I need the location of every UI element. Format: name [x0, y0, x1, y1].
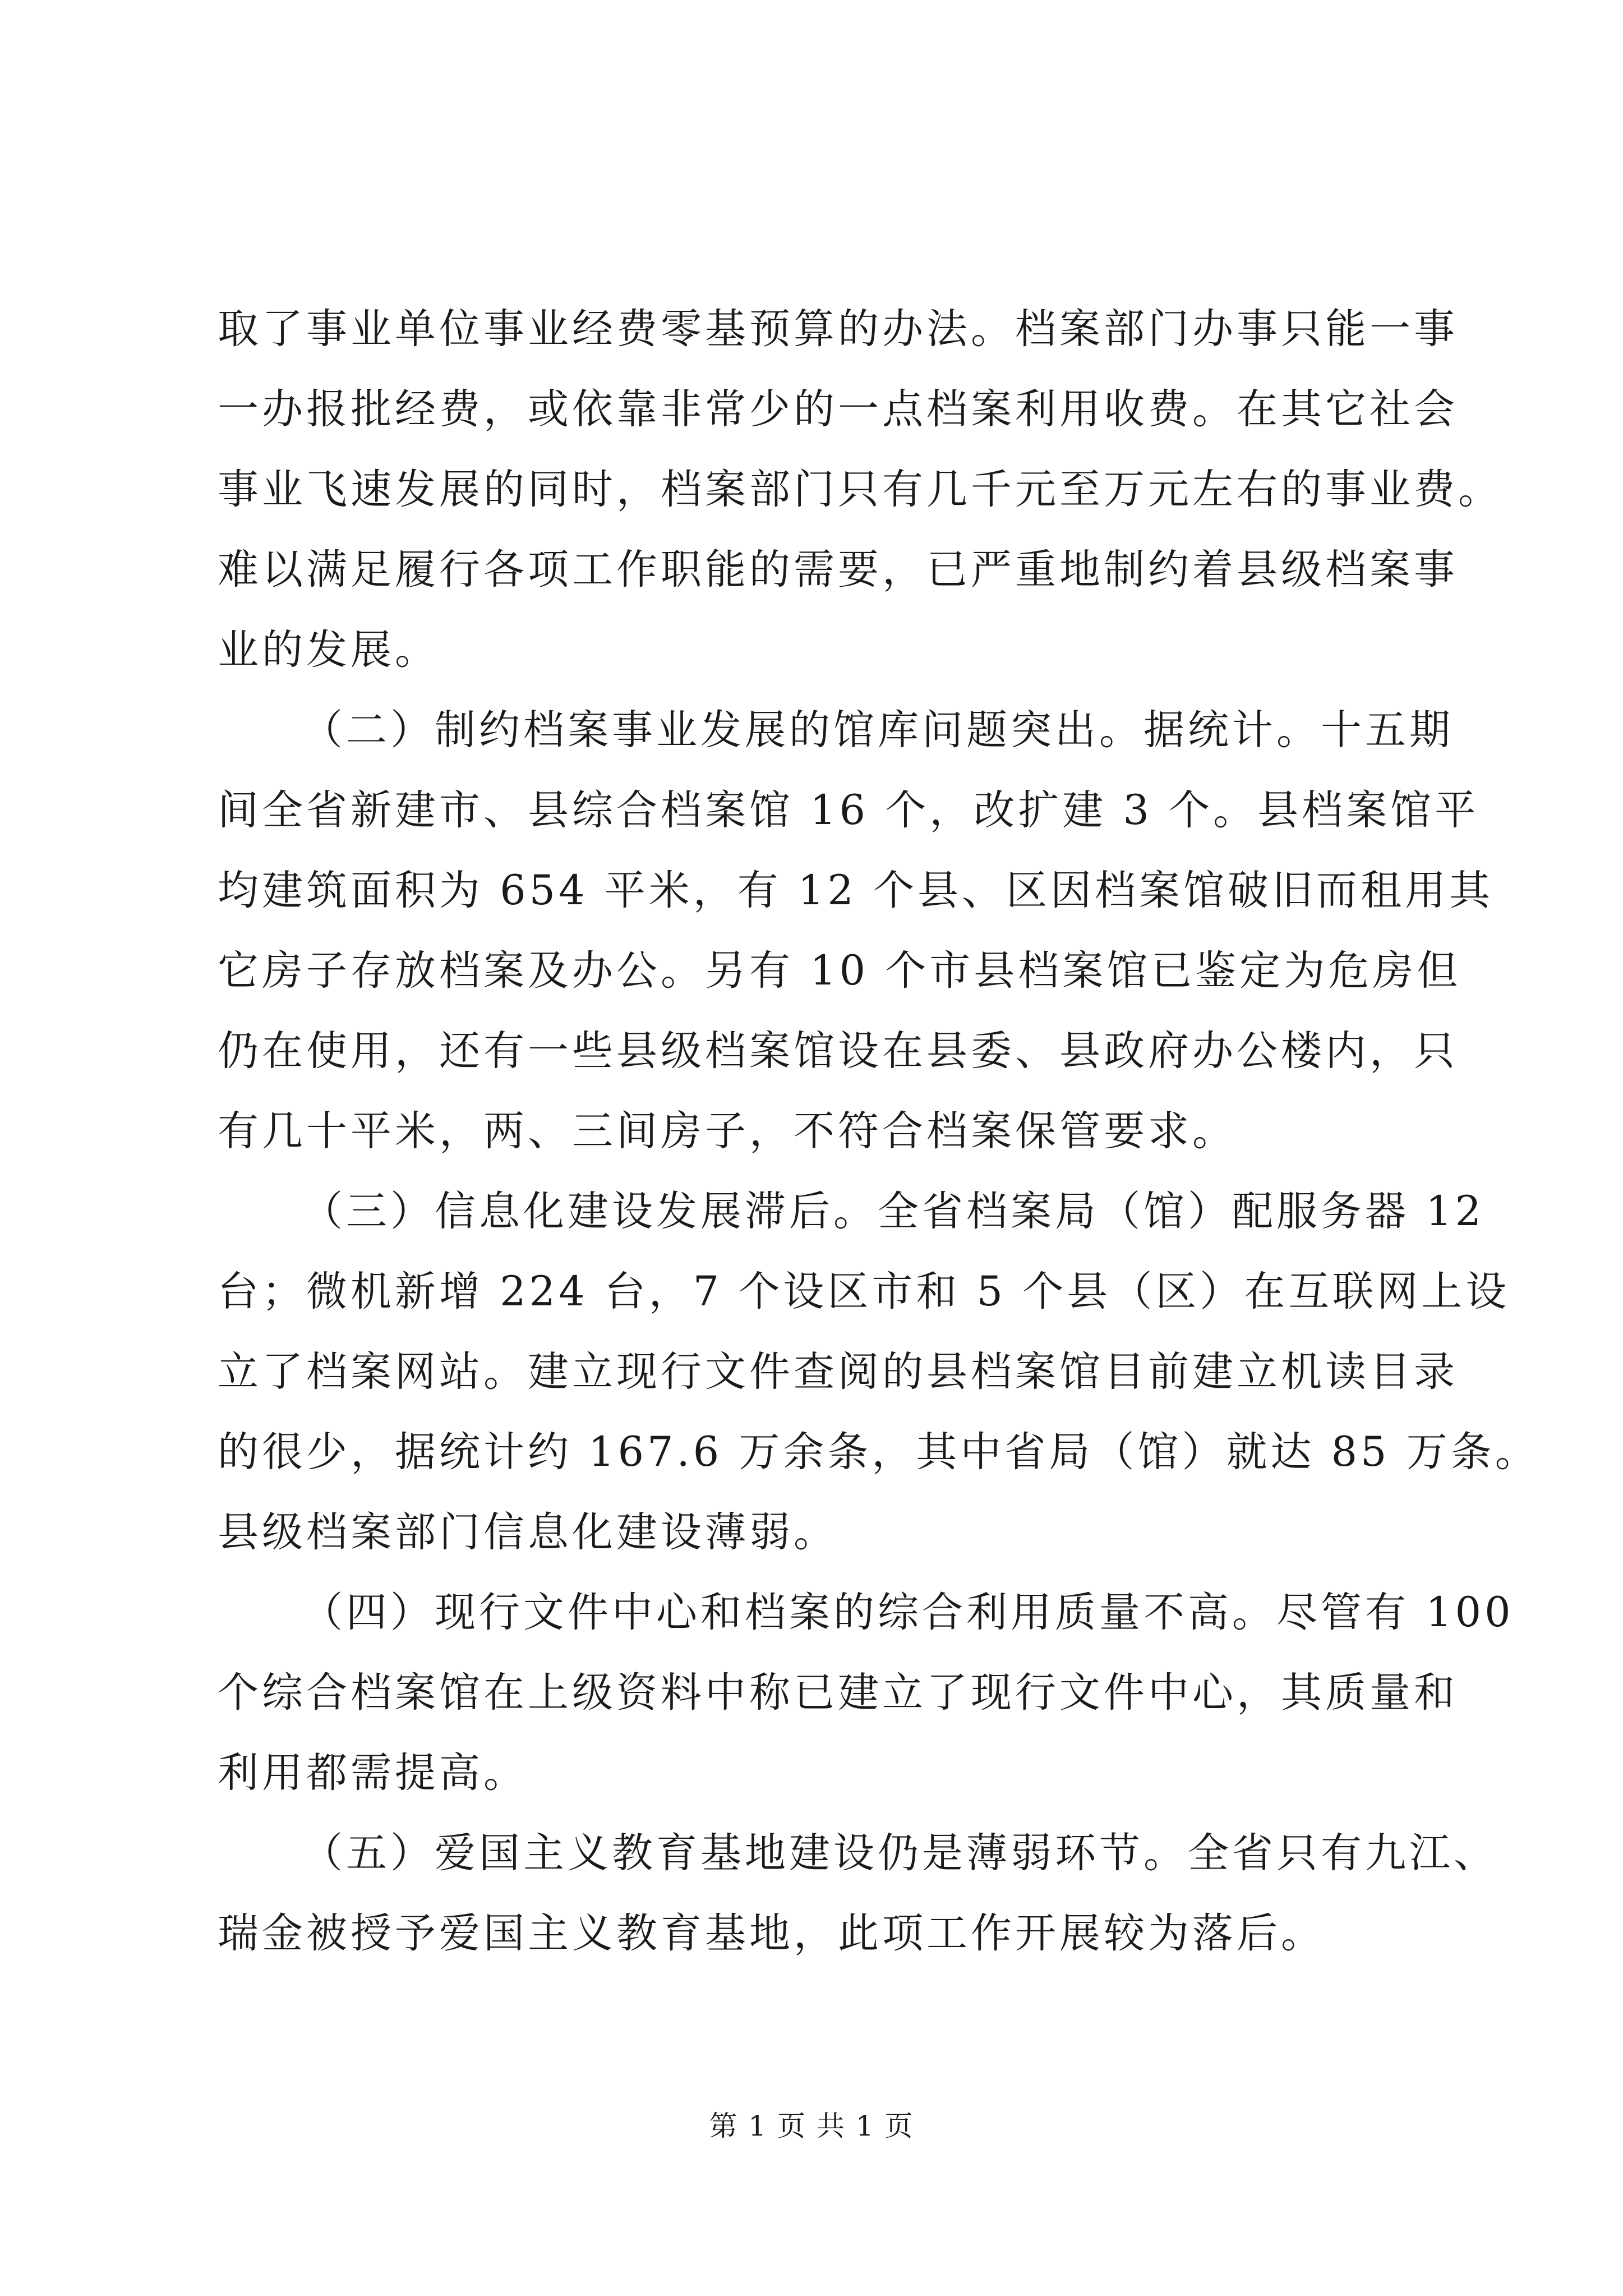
text-line: 间全省新建市、县综合档案馆 16 个，改扩建 3 个。县档案馆平: [218, 786, 1479, 834]
text-line: 个综合档案馆在上级资料中称已建立了现行文件中心，其质量和: [218, 1669, 1458, 1717]
text-line: 利用都需提高。: [218, 1749, 528, 1797]
paragraph-first-line: （三）信息化建设发展滞后。全省档案局（馆）配服务器 12: [302, 1188, 1485, 1235]
text-line: 它房子存放档案及办公。另有 10 个市县档案馆已鉴定为危房但: [218, 947, 1461, 995]
text-line: 均建筑面积为 654 平米，有 12 个县、区因档案馆破旧而租用其: [218, 867, 1494, 914]
paragraph-first-line: （二）制约档案事业发展的馆库问题突出。据统计。十五期: [302, 706, 1454, 754]
text-line: 县级档案部门信息化建设薄弱。: [218, 1508, 838, 1556]
page-footer: 第 1 页 共 1 页: [709, 2110, 914, 2142]
text-line: 难以满足履行各项工作职能的需要，已严重地制约着县级档案事: [218, 546, 1458, 593]
paragraph-first-line: （四）现行文件中心和档案的综合利用质量不高。尽管有 100: [302, 1589, 1514, 1636]
text-line: 业的发展。: [218, 626, 439, 674]
paragraph-first-line: （五）爱国主义教育基地建设仍是薄弱环节。全省只有九江、: [302, 1829, 1498, 1877]
text-line: 有几十平米，两、三间房子，不符合档案保管要求。: [218, 1107, 1237, 1155]
text-line: 取了事业单位事业经费零基预算的办法。档案部门办事只能一事: [218, 305, 1458, 353]
text-line: 立了档案网站。建立现行文件查阅的县档案馆目前建立机读目录: [218, 1348, 1458, 1396]
document-body: [218, 289, 1539, 1973]
text-line: 台；微机新增 224 台，7 个设区市和 5 个县（区）在互联网上设: [218, 1268, 1510, 1315]
text-line: 事业飞速发展的同时，档案部门只有几千元至万元左右的事业费。: [218, 466, 1502, 513]
text-line: 的很少，据统计约 167.6 万余条，其中省局（馆）就达 85 万条。: [218, 1428, 1539, 1476]
text-line: 一办报批经费，或依靠非常少的一点档案利用收费。在其它社会: [218, 385, 1458, 433]
text-line: 瑞金被授予爱国主义教育基地，此项工作开展较为落后。: [218, 1910, 1325, 1957]
text-line: 仍在使用，还有一些县级档案馆设在县委、县政府办公楼内，只: [218, 1027, 1458, 1075]
